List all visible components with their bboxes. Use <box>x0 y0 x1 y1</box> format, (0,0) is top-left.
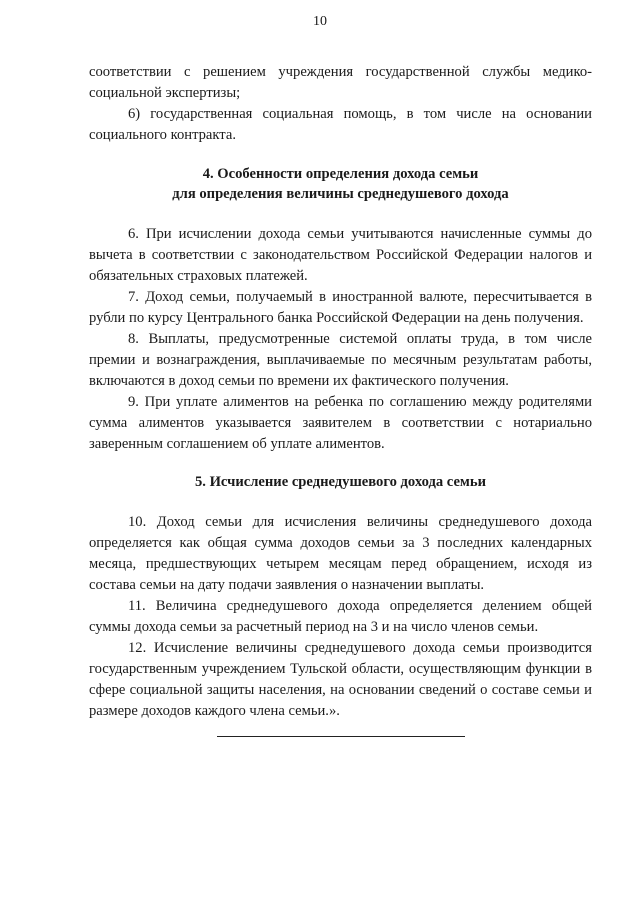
paragraph-9: 9. При уплате алиментов на ребенка по соглашению между родителями сумма алиментов указывается заявителем в соответствии с нотариально заверенным соглашением об уплате алиментов. <box>89 394 592 452</box>
section-4-title-line1: 4. Особенности определения дохода семьи <box>202 166 479 182</box>
continuation-paragraph: соответствии с решением учреждения государственной службы медико-социальной экспертизы; <box>89 64 592 101</box>
list-item-6: 6) государственная социальная помощь, в том числе на основании социального контракта. <box>89 106 592 143</box>
paragraph-10: 10. Доход семьи для исчисления величины среднедушевого дохода определяется как общая сумма доходов семьи за 3 последних календарных месяца, предшествующих четырем месяцам перед обращением, исходя из состава семьи на дату подачи заявления о назначении выплаты. <box>89 514 592 593</box>
page-number: 10 <box>313 14 327 29</box>
document-body <box>89 62 592 737</box>
paragraph-7: 7. Доход семьи, получаемый в иностранной валюте, пересчитывается в рубли по курсу Центрального банка Российской Федерации на день получения. <box>89 289 592 326</box>
section-4-title <box>89 164 592 204</box>
end-divider <box>217 736 465 737</box>
paragraph-11: 11. Величина среднедушевого дохода определяется делением общей суммы дохода семьи за расчетный период на 3 и на число членов семьи. <box>89 598 592 635</box>
paragraph-8: 8. Выплаты, предусмотренные системой оплаты труда, в том числе премии и вознаграждения, выплачиваемые по месячным результатам работы, включаются в доход семьи по времени их фактического получения. <box>89 331 592 389</box>
paragraph-12: 12. Исчисление величины среднедушевого дохода семьи производится государственным учреждением Тульской области, осуществляющим функции в сфере социальной защиты населения, на основании сведений о составе семьи и размере доходов каждого члена семьи.». <box>89 640 592 719</box>
paragraph-6: 6. При исчислении дохода семьи учитываются начисленные суммы до вычета в соответствии с законодательством Российской Федерации налогов и обязательных страховых платежей. <box>89 226 592 284</box>
section-4-title-line2: для определения величины среднедушевого дохода <box>172 186 509 202</box>
section-5-title: 5. Исчисление среднедушевого дохода семьи <box>194 474 487 490</box>
